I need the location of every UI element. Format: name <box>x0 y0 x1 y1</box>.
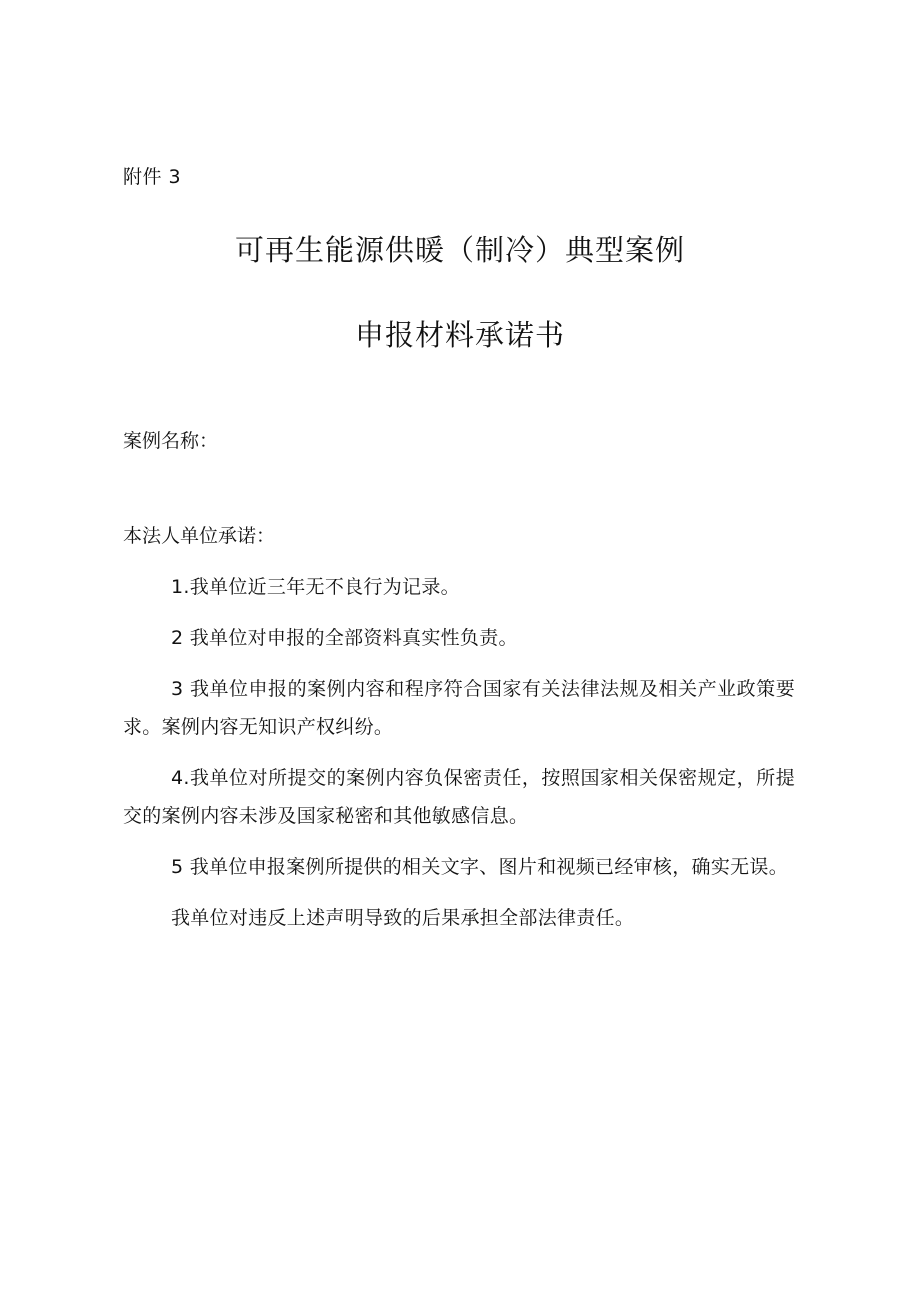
commitment-list <box>123 568 795 950</box>
commitment-item: 2 我单位对申报的全部资料真实性负责。 <box>171 627 518 649</box>
closing-statement: 我单位对违反上述声明导致的后果承担全部法律责任。 <box>171 907 635 929</box>
commitment-item: 3 我单位申报的案例内容和程序符合国家有关法律法规及相关产业政策要求。案例内容无知识产权纠纷。 <box>123 678 795 738</box>
commitment-intro: 本法人单位承诺： <box>123 525 276 547</box>
attachment-label: 附件 3 <box>123 166 182 188</box>
commitment-item: 4.我单位对所提交的案例内容负保密责任，按照国家相关保密规定，所提交的案例内容未涉及国家秘密和其他敏感信息。 <box>123 767 795 827</box>
document-title-line-2: 申报材料承诺书 <box>354 318 565 352</box>
commitment-item: 1.我单位近三年无不良行为记录。 <box>171 576 460 598</box>
commitment-item: 5 我单位申报案例所提供的相关文字、图片和视频已经审核，确实无误。 <box>171 856 789 878</box>
document-title-line-1: 可再生能源供暖（制冷）典型案例 <box>234 233 685 267</box>
case-name-label: 案例名称： <box>123 430 219 452</box>
